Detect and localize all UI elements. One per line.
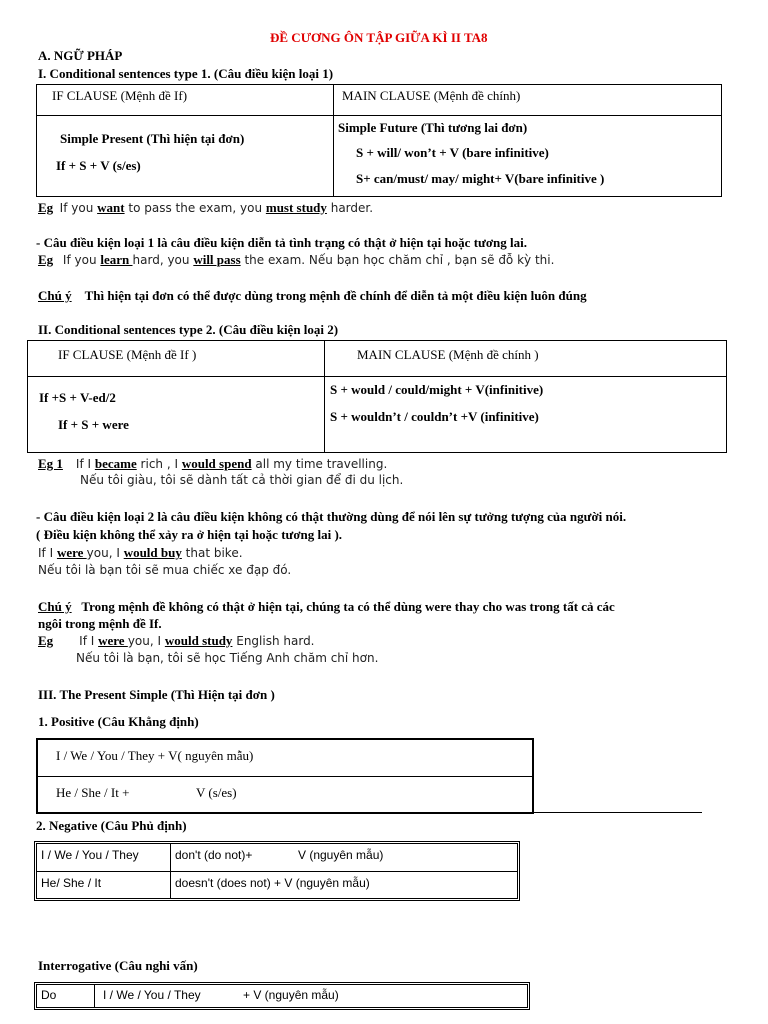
interrogative-row1-aux: Do <box>41 988 57 1002</box>
type2-note-chu-y-line2: ngôi trong mệnh đề If. <box>38 616 162 631</box>
type2-example2: Eg If I were you, I would study English hard. <box>38 633 315 648</box>
positive-heading: 1. Positive (Câu Khẳng định) <box>38 714 199 729</box>
type1-example2: Eg If you learn hard, you will pass the exam. Nếu bạn học chăm chỉ , bạn sẽ đỗ kỳ thi. <box>38 252 555 267</box>
negative-row1-subject: I / We / You / They <box>41 848 139 862</box>
negative-heading: 2. Negative (Câu Phủ định) <box>36 818 187 833</box>
negative-row2-subject: He/ She / It <box>41 876 102 890</box>
type1-main-line1: Simple Future (Thì tương lai đơn) <box>338 120 528 135</box>
type2-if-header: IF CLAUSE (Mệnh đề If ) <box>58 347 197 362</box>
type2-note-chu-y-line1: Chú ý Trong mệnh đề không có thật ở hiện tại, chúng ta có thể dùng were thay cho was trong tất cả các <box>38 599 615 614</box>
interrogative-row1-verb: + V (nguyên mẫu) <box>243 988 339 1002</box>
interrogative-heading: Interrogative (Câu nghi vấn) <box>38 958 198 973</box>
page-title: ĐỀ CƯƠNG ÔN TẬP GIỮA KÌ II TA8 <box>270 30 488 45</box>
type2-note-line2: ( Điều kiện không thể xảy ra ở hiện tại hoặc tương lai ). <box>36 527 343 542</box>
type1-if-header: IF CLAUSE (Mệnh đề If) <box>52 88 188 103</box>
negative-row1-aux: don't (do not)+ <box>175 848 253 862</box>
type1-example1: Eg If you want to pass the exam, you must study harder. <box>38 200 374 215</box>
type1-main-line2: S + will/ won’t + V (bare infinitive) <box>356 145 549 160</box>
type2-main-header: MAIN CLAUSE (Mệnh đề chính ) <box>357 347 539 362</box>
type2-if-line1: If +S + V-ed/2 <box>39 390 116 405</box>
positive-row1: I / We / You / They + V( nguyên mẫu) <box>56 748 254 763</box>
type1-note-chu-y: Chú ý Thì hiện tại đơn có thể được dùng trong mệnh đề chính để diễn tả một điều kiện luôn đúng <box>38 288 587 303</box>
type2-example2-translation: Nếu tôi là bạn, tôi sẽ học Tiếng Anh chăm chỉ hơn. <box>76 651 379 665</box>
type1-if-line2: If + S + V (s/es) <box>56 158 141 173</box>
type2-main-line2: S + wouldn’t / couldn’t +V (infinitive) <box>330 409 539 424</box>
type1-heading: I. Conditional sentences type 1. (Câu điều kiện loại 1) <box>38 66 334 81</box>
positive-row2-verb: V (s/es) <box>196 785 237 800</box>
type1-note: - Câu điều kiện loại 1 là câu điều kiện diễn tả tình trạng có thật ở hiện tại hoặc tương lai. <box>36 235 527 250</box>
negative-row2-aux: doesn't (does not) + V (nguyên mẫu) <box>175 876 370 890</box>
positive-row2-subject: He / She / It + <box>56 785 130 800</box>
negative-row1-verb: V (nguyên mẫu) <box>298 848 384 862</box>
type2-example1-translation: Nếu tôi giàu, tôi sẽ dành tất cả thời gian để đi du lịch. <box>80 473 404 487</box>
section-a-heading: A. NGỮ PHÁP <box>38 48 123 63</box>
type2-if-line2: If + S + were <box>58 417 129 432</box>
present-simple-heading: III. The Present Simple (Thì Hiện tại đơn ) <box>38 687 275 702</box>
type2-example: If I were you, I would buy that bike. <box>38 545 243 560</box>
type1-main-line3: S+ can/must/ may/ might+ V(bare infinitive ) <box>356 171 605 186</box>
type2-example1: Eg 1 If I became rich , I would spend all my time travelling. <box>38 456 388 471</box>
type2-heading: II. Conditional sentences type 2. (Câu điều kiện loại 2) <box>38 322 339 337</box>
type2-example-translation: Nếu tôi là bạn tôi sẽ mua chiếc xe đạp đó. <box>38 563 292 577</box>
type2-main-line1: S + would / could/might + V(infinitive) <box>330 382 544 397</box>
type1-if-line1: Simple Present (Thì hiện tại đơn) <box>60 131 245 146</box>
type1-main-header: MAIN CLAUSE (Mệnh đề chính) <box>342 88 521 103</box>
type2-note-line1: - Câu điều kiện loại 2 là câu điều kiện không có thật thường dùng để nói lên sự tưởng tượng của người nói. <box>36 509 627 524</box>
interrogative-row1-subject: I / We / You / They <box>103 988 201 1002</box>
